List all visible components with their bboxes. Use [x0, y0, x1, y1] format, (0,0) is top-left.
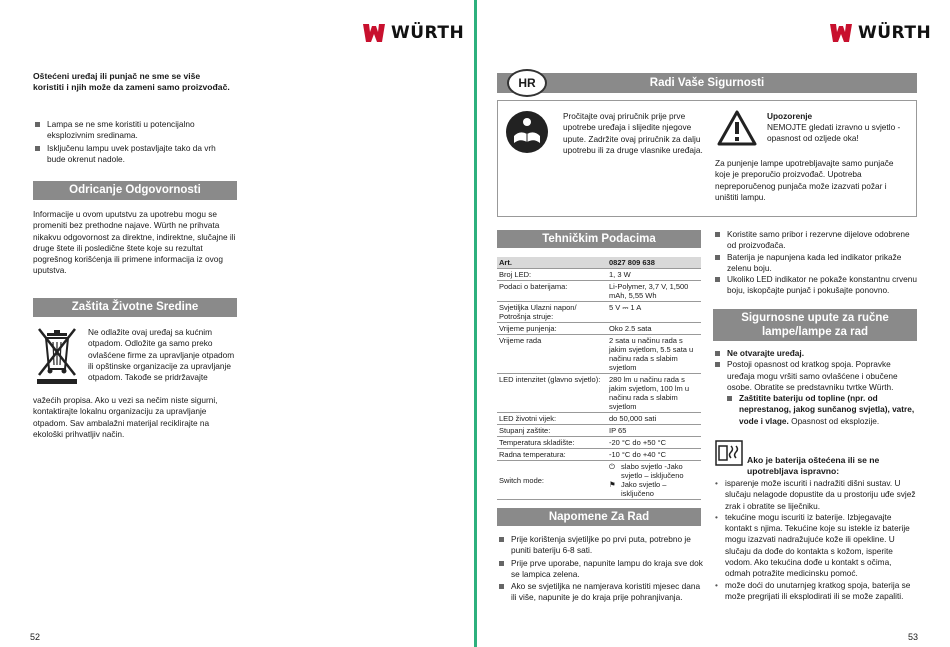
disclaimer-title: Odricanje Odgovornosti [33, 181, 237, 200]
wurth-logo-icon [362, 22, 386, 44]
list-item: Ne otvarajte uređaj. [713, 348, 919, 359]
list-item: • isparenje može iscuriti i nadražiti dišni sustav. U slučaju nelagode dopustite da u prostoriju uđe svjež zrak i obratite se liječniku. [713, 478, 919, 512]
wurth-logo [829, 22, 931, 44]
list-item: Prije prve uporabe, napunite lampu do kraja sve dok se lampica zelena. [497, 558, 703, 581]
language-badge: HR [507, 69, 547, 97]
table-row [497, 257, 701, 269]
read-manual-text: Pročitajte ovaj priručnik prije prve upotrebe uređaja i slijedite njegove upute. Zadržite ovaj priručnik za dalju upotrebu ili za druge vlasnike uređaja. [563, 111, 703, 155]
handling-list [713, 348, 919, 427]
damaged-battery-title: Ako je baterija oštećena ili se ne upotrebljava ispravno: [747, 455, 880, 477]
list-item: • može doći do unutarnjeg kratkog spoja, baterija se može pregrijati ili eksplodirati ili se može zapaliti. [713, 580, 919, 603]
power-icon: ⏻ [609, 462, 615, 471]
table-row: Podaci o bateriјama: Li-Polymer, 3,7 V, 1,500 mAh, 5,55 Wh [497, 281, 701, 302]
list-item: Koristite samo pribor i rezervne dijelove odobrene od proizvođača. [713, 229, 917, 252]
wurth-logo-text: WÜRTH [391, 23, 465, 43]
safety-title: Radi Vaše Sigurnosti [497, 73, 917, 93]
warning-triangle-icon [717, 110, 757, 146]
switch-mode-cell [607, 461, 701, 500]
crossed-bin-icon [33, 327, 81, 385]
page-number: 52 [30, 632, 41, 642]
battery-heat-icon [715, 440, 743, 466]
list-item: Ukoliko LED indikator ne pokaže konstantnu crvenu boju, iskopčajte punjač i pokušajte ponovno. [713, 274, 917, 297]
list-item: Isključenu lampu uvek postavljajte tako da vrh bude okrenut nadole. [33, 143, 233, 166]
switch-mode-value-1: slabo svjetlo -Jako svjetlo – isključeno [621, 462, 684, 480]
table-row: LED životni vijek: do 50,000 sati [497, 413, 701, 425]
switch-mode-label: Switch mode: [497, 461, 607, 500]
list-item: Postoji opasnost od kratkog spoja. Popravke uređaja mogu vršiti samo ovlašćene i obučene osobe. Obratite se predstavniku tvrtke Würth. [713, 359, 919, 393]
accessory-list [713, 229, 917, 297]
wurth-logo [362, 22, 464, 44]
right-page [477, 0, 950, 647]
table-header-value: 0827 809 638 [607, 257, 701, 269]
handling-title: Sigurnosne upute za ručne lampe/lampe za rad [713, 309, 917, 341]
table-row: Radna temperatura: -10 °C do +40 °C [497, 449, 701, 461]
table-row: Temperatura skladište: -20 °C do +50 °C [497, 437, 701, 449]
list-item: Zaštitite bateriju od topline (npr. od neprestanog, jakog sunčanog svjetla), vatre, vode i vlage. Opasnost od eksplozije. [725, 393, 919, 427]
disclaimer-text: Informacije u ovom uputstvu za upotrebu mogu se promeniti bez prethodne najave. Würth ne prihvata nikakvu odgovornost za direktne, indirektne, slučajne ili druge štete ili posledične štete koje su rezultat pogrešnog korišćenja ili primene informacija iz ovog uputstva. [33, 209, 236, 276]
table-row: Vrijeme rada 2 sata u načinu rada s jakim svjetlom, 5.5 sata u načinu rada s slabim svjetlom [497, 335, 701, 374]
read-manual-icon [505, 110, 549, 154]
list-item: • tekućine mogu iscuriti iz baterije. Izbjegavajte kontakt s njima. Tekućine koje su istekle iz baterije mogu izazvati nadražujuće kože ili opekline. U slučaju da dođe do kontakta s kožom, isperite vodom. Ako tekućina dođe u kontakt s očima, odmah potražite medicinsku pomoć. [713, 512, 919, 580]
left-page [0, 0, 474, 647]
switch-mode-value-2: Jako svjetlo – isključeno [621, 480, 667, 498]
intro-warning: Oštećeni uređaj ili punjač ne sme se više koristiti i njih može da zameni samo proizvođač. [33, 71, 230, 93]
warning-title: Upozorenje [767, 111, 813, 121]
environment-title: Zaštita Životne Sredine [33, 298, 237, 317]
tech-title: Tehničkim Podacima [497, 230, 701, 248]
flag-icon: ⚑ [609, 480, 616, 489]
table-row [497, 461, 701, 500]
notes-list [497, 534, 703, 604]
intro-bullet-list [33, 119, 233, 165]
list-item: Baterija je napunjena kada led indikator prikaže zelenu boju. [713, 252, 917, 275]
list-item: Lampa se ne sme koristiti u potencijalno eksplozivnim sredinama. [33, 119, 233, 142]
list-item: Prije korištenja svjetiljke po prvi puta, potrebno je puniti bateriju 6-8 sati. [497, 534, 703, 557]
table-header-label: Art. [497, 257, 607, 269]
charger-text: Za punjenje lampe upotrebljavajte samo punjače koje je preporučio proizvođač. Upotreba nepreporučenog punjača može izazvati požar i uništiti lampu. [715, 158, 894, 202]
damaged-battery-list [713, 478, 919, 602]
environment-text-side: Ne odlažite ovaj uređaj sa kućnim otpadom. Odložite ga samo preko ovlašćene firme za upravljanje otpadom ili opštinske organizacije za upravljanje otpadom. Takođe se pridržavajte [88, 327, 235, 383]
table-row: LED intenzitet (glavno svjetlo): 280 lm u načinu rada s jakim svjetlom, 100 lm u načinu rada s slabim svjetlom [497, 374, 701, 413]
table-row: Broj LED: 1, 3 W [497, 269, 701, 281]
wurth-logo-text: WÜRTH [858, 23, 932, 43]
list-item: Ako se svjetiljka ne namjerava koristiti mjesec dana ili više, napunite je do kraja prije pohranjivanja. [497, 581, 703, 604]
page-number: 53 [908, 632, 919, 642]
table-row: Svjetiljka Ulazni napon/ Potrošnja struje: 5 V ⎓ 1 A [497, 302, 701, 323]
notes-title: Napomene Za Rad [497, 508, 701, 526]
environment-text-full: važećih propisa. Ako u vezi sa nečim niste sigurni, kontaktirajte lokalnu organizaciju za upravljanje otpadom. Sav ambalažni materijal reciklirajte na ekološki prihvatljiv način. [33, 395, 218, 439]
table-row: Vrijeme punjenja: Oko 2.5 sata [497, 323, 701, 335]
table-row: Stupanj zaštite: IP 65 [497, 425, 701, 437]
tech-table [497, 257, 701, 500]
wurth-logo-icon [829, 22, 853, 44]
warning-text: NEMOJTE gledati izravno u svjetlo - opasnost od ozljede oka! [767, 122, 901, 144]
